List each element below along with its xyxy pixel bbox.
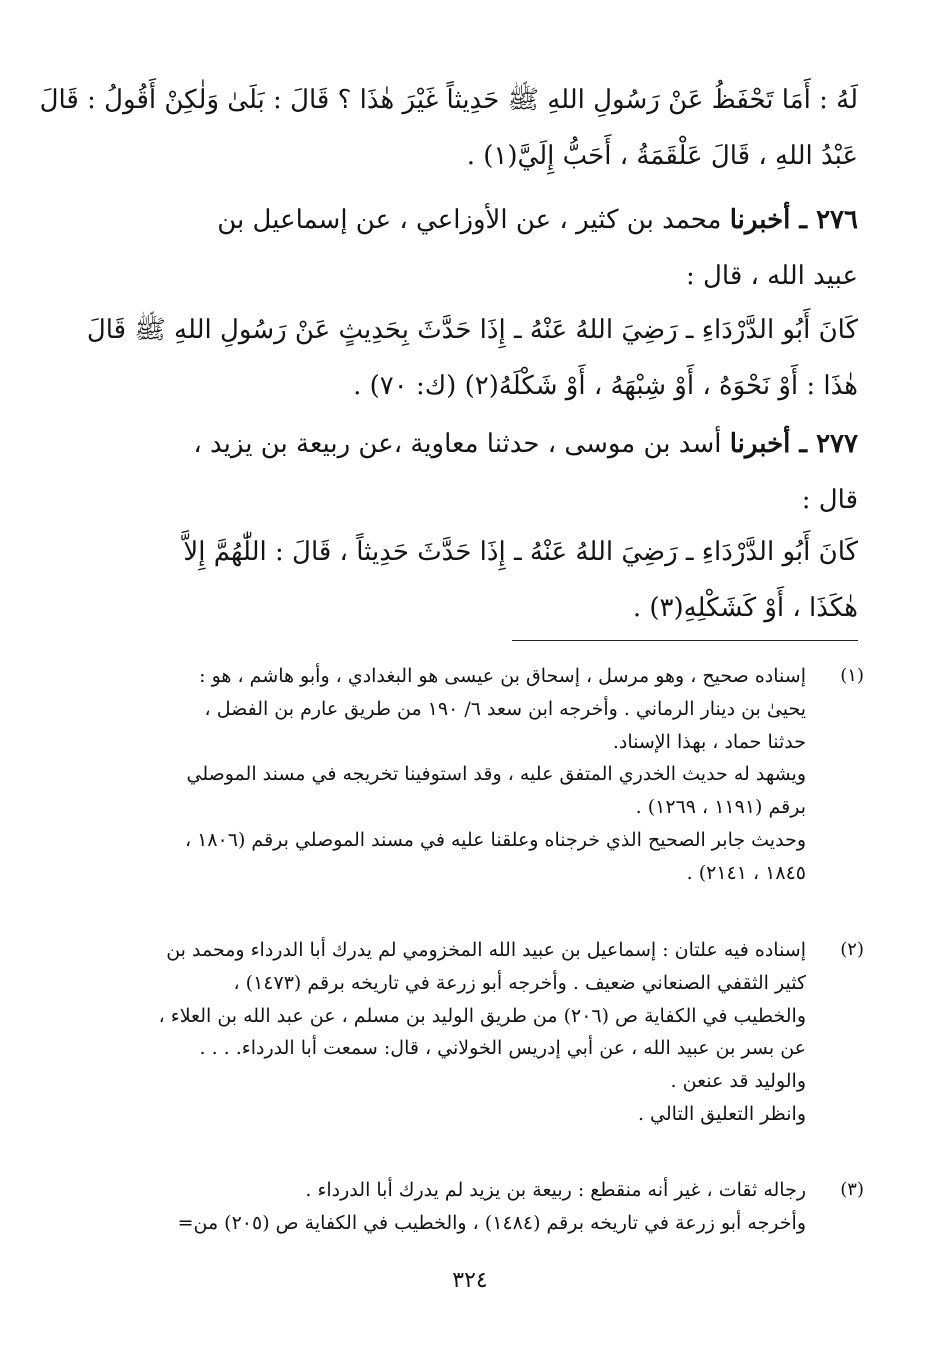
footnote-body: [78, 1174, 806, 1240]
footnote-line: وحديث جابر الصحيح الذي خرجناه وعلقنا عليه في مسند الموصلي برقم (١٨٠٦ ،: [184, 828, 806, 851]
text-line: هٰذَا : أَوْ نَحْوَهُ ، أَوْ شِبْهَهُ ، أَوْ شَكْلَهُ(٢) (ك: ٧٠) .: [353, 371, 858, 401]
footnote-line: إسناده صحيح ، وهو مرسل ، إسحاق بن عيسى هو البغدادي ، وأبو هاشم ، هو :: [199, 665, 806, 687]
footnote-line: حدثنا حماد ، بهذا الإسناد.: [612, 730, 806, 753]
text-line: كَانَ أَبُو الدَّرْدَاءِ ـ رَضِيَ اللهُ عَنْهُ ـ إِذَا حَدَّثَ حَدِيثاً ، قَالَ : اللّٰهُمَّ إِلاَّ: [183, 537, 858, 567]
isnad-text: أسد بن موسى ، حدثنا معاوية ،عن ربيعة بن يزيد ،: [193, 429, 730, 459]
footnote-line: إسناده فيه علتان : إسماعيل بن عبيد الله المخزومي لم يدرك أبا الدرداء ومحمد بن: [166, 939, 806, 961]
footnote-line: يحيىٰ بن دينار الرماني . وأخرجه ابن سعد ٦/ ١٩٠ من طريق عارم بن الفضل ،: [204, 697, 806, 720]
hadith-text-277: [80, 524, 858, 636]
hadith-number-277: ٢٧٧ ـ أخبرنا: [729, 429, 858, 459]
footnote-line: كثير الثقفي الصنعاني ضعيف . وأخرجه أبو زرعة في تاريخه برقم (١٤٧٣) ،: [233, 971, 806, 994]
footnote-line: وأخرجه أبو زرعة في تاريخه برقم (١٤٨٤) ، والخطيب في الكفاية ص (٢٠٥) من=: [177, 1211, 806, 1234]
text-line: عبيد الله ، قال :: [686, 261, 858, 291]
footnote-number: (٣): [840, 1179, 864, 1200]
footnote-number: (٢): [840, 939, 864, 960]
footnote-body: [78, 660, 806, 890]
footnote-line: والوليد قد عنعن .: [670, 1070, 806, 1093]
page-number: ٣٢٤: [452, 1268, 488, 1293]
isnad-276: [80, 192, 858, 304]
footnote-line: عن بسر بن عبيد الله ، عن أبي إدريس الخولاني ، قال: سمعت أبا الدرداء. . . .: [199, 1037, 806, 1060]
text-line: [80, 416, 858, 472]
text-line: [80, 192, 858, 248]
footnote-separator: [512, 640, 858, 641]
footnote-body: [78, 934, 806, 1131]
isnad-277: [80, 416, 858, 528]
text-line: عَبْدُ اللهِ ، قَالَ عَلْقَمَةُ ، أَحَبُّ إِلَيَّ(١) .: [466, 141, 858, 171]
footnote-number: (١): [840, 665, 864, 686]
footnote-line: ويشهد له حديث الخدري المتفق عليه ، وقد استوفينا تخريجه في مسند الموصلي: [186, 763, 806, 786]
text-line: قال :: [801, 485, 858, 515]
text-line: كَانَ أَبُو الدَّرْدَاءِ ـ رَضِيَ اللهُ عَنْهُ ـ إِذَا حَدَّثَ بِحَدِيثٍ عَنْ رَسُولِ اللهِ ﷺ قَالَ: [86, 315, 858, 345]
footnote-line: رجاله ثقات ، غير أنه منقطع : ربيعة بن يزيد لم يدرك أبا الدرداء .: [305, 1179, 806, 1201]
footnote-line: والخطيب في الكفاية ص (٢٠٦) من طريق الوليد بن مسلم ، عن عبد الله بن العلاء ،: [158, 1004, 806, 1027]
hadith-number-276: ٢٧٦ ـ أخبرنا: [729, 205, 858, 235]
hadith-text-276: [80, 302, 858, 414]
footnote-line: وانظر التعليق التالي .: [637, 1102, 806, 1125]
isnad-text: محمد بن كثير ، عن الأوزاعي ، عن إسماعيل بن: [217, 205, 730, 235]
hadith-text-continuation: [39, 72, 858, 184]
text-line: هٰكَذَا ، أَوْ كَشَكْلِهِ(٣) .: [632, 593, 858, 623]
text-line: لَهُ : أَمَا تَحْفَظُ عَنْ رَسُولِ اللهِ ﷺ حَدِيثاً غَيْرَ هٰذَا ؟ قَالَ : بَلَىٰ وَلٰكِنْ أَقُولُ : قَالَ: [39, 85, 858, 115]
footnote-line: ١٨٤٥ ، ٢١٤١) .: [686, 861, 806, 884]
footnote-line: برقم (١١٩١ ، ١٢٦٩) .: [635, 796, 806, 819]
